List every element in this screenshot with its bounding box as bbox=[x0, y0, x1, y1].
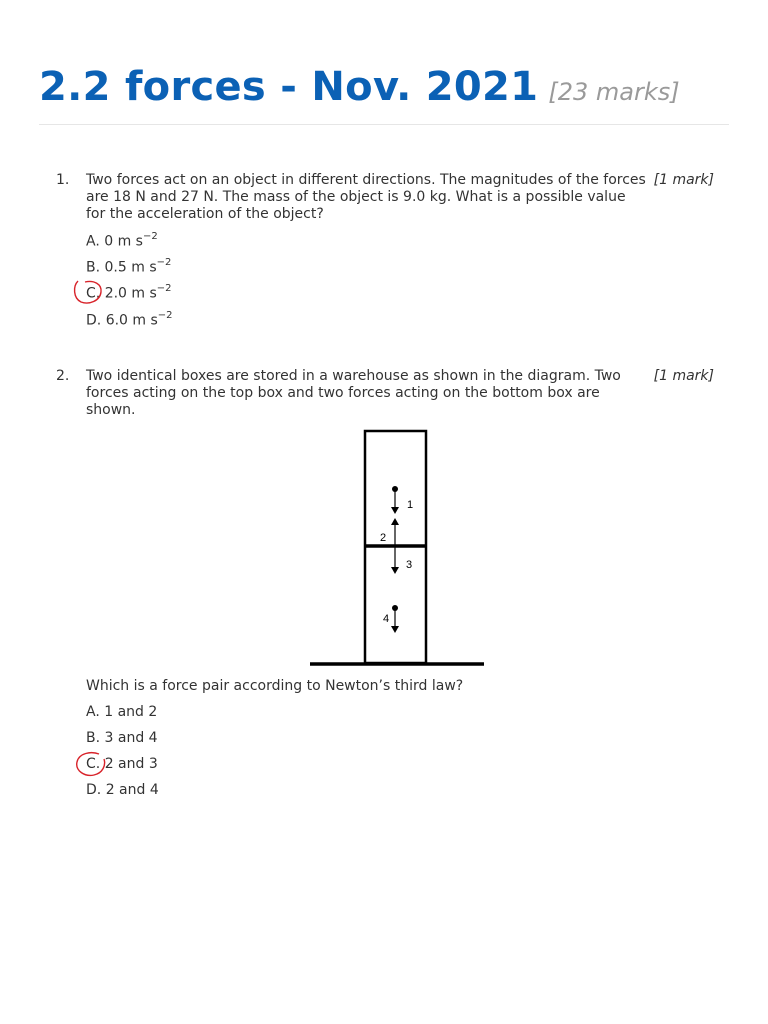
option-letter: B. bbox=[86, 730, 101, 746]
force-label-3: 3 bbox=[406, 559, 413, 571]
option-letter: D. bbox=[86, 782, 102, 798]
question-stem: Which is a force pair according to Newton’s third law? bbox=[86, 678, 464, 694]
option-value: 0 m s bbox=[104, 233, 143, 250]
option-value: 3 and 4 bbox=[104, 730, 158, 746]
q2-option-c bbox=[86, 756, 158, 772]
question-mark: [1 mark] bbox=[653, 368, 714, 384]
option-exponent: −2 bbox=[157, 310, 173, 321]
q1-option-a bbox=[86, 232, 158, 250]
option-value: 6.0 m s bbox=[105, 312, 158, 329]
question-number: 1. bbox=[56, 172, 70, 188]
option-letter: A. bbox=[86, 233, 100, 250]
force-arrow-3 bbox=[391, 547, 399, 574]
option-letter: D. bbox=[86, 312, 102, 329]
stacked-boxes-diagram bbox=[300, 425, 500, 670]
option-value: 2 and 4 bbox=[105, 782, 159, 798]
option-letter: A. bbox=[86, 704, 100, 720]
question-text: Two forces act on an object in different directions. The magnitudes of the forces are 18 N and 27 N. The mass of the object is 9.0 kg. What is a possible value for the acceleration of the object? bbox=[86, 172, 646, 222]
question-number: 2. bbox=[56, 368, 70, 384]
force-label-4: 4 bbox=[383, 613, 390, 625]
option-exponent: −2 bbox=[156, 283, 172, 294]
option-letter: B. bbox=[86, 259, 101, 276]
option-exponent: −2 bbox=[156, 257, 172, 268]
force-arrow-1 bbox=[391, 486, 399, 514]
option-value: 0.5 m s bbox=[104, 259, 157, 276]
q1-option-b bbox=[86, 258, 171, 276]
total-marks: [23 marks] bbox=[548, 78, 680, 106]
q1-option-c bbox=[86, 284, 172, 302]
force-arrow-4 bbox=[391, 605, 399, 633]
option-exponent: −2 bbox=[142, 231, 158, 242]
question-text: Two identical boxes are stored in a warehouse as shown in the diagram. Two forces acting on the top box and two forces acting on the bottom box are shown. bbox=[86, 368, 621, 418]
q1-option-d bbox=[86, 311, 173, 329]
question-mark: [1 mark] bbox=[653, 172, 714, 188]
q2-option-a bbox=[86, 704, 157, 720]
option-letter: C. bbox=[86, 285, 101, 302]
q2-option-b bbox=[86, 730, 158, 746]
force-label-2: 2 bbox=[380, 532, 387, 544]
page-title: 2.2 forces - Nov. 2021 bbox=[39, 64, 539, 110]
option-value: 1 and 2 bbox=[104, 704, 158, 720]
q2-option-d bbox=[86, 782, 159, 798]
force-arrow-2 bbox=[391, 518, 399, 545]
option-value: 2.0 m s bbox=[104, 285, 157, 302]
page-header bbox=[39, 64, 729, 125]
option-letter: C. bbox=[86, 756, 101, 772]
force-label-1: 1 bbox=[407, 499, 414, 511]
option-value: 2 and 3 bbox=[104, 756, 158, 772]
